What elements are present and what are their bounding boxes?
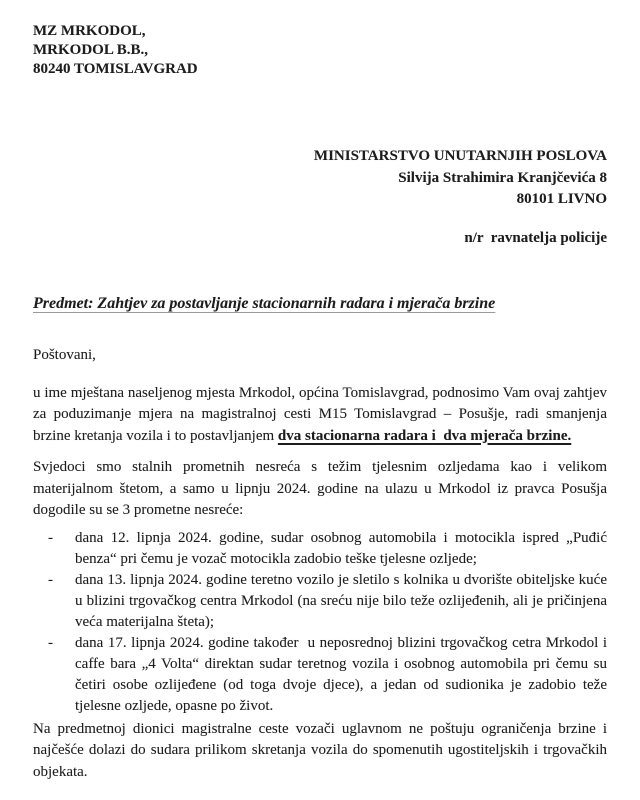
paragraph-request-text: u ime mještana naseljenog mjesta Mrkodol, općina Tomislavgrad, podnosimo Vam ovaj zahtjev za poduzimanje mjera na magistralnoj cesti M15 Tomislavgrad – Posušje, radi smanjenja brzine kretanja vozila i to postavljanjem (33, 384, 607, 444)
incident-text: dana 13. lipnja 2024. godine teretno vozilo je sletilo s kolnika u dvorište obiteljske kuće u blizini trgovačkog centra Mrkodol (na sreću nije bilo teže ozlijeđenih, ali je pričinjena veća materijalna šteta); (75, 571, 611, 630)
paragraph-request-emphasis: dva stacionarna radara i dva mjerača brzine. (277, 427, 572, 444)
list-item (33, 570, 611, 633)
list-item (33, 528, 611, 570)
paragraph-accidents-intro: Svjedoci smo stalnih prometnih nesreća s težim tjelesnim ozljedama kao i velikom materijalnom štetom, a samo u lipnju 2024. godine na ulazu u Mrkodol iz pravca Posušja dogodile su se 3 prometne nesreće: (33, 459, 607, 518)
recipient-address-block (33, 146, 607, 211)
subject-line: Predmet: Zahtjev za postavljanje stacionarnih radara i mjerača brzine (33, 294, 496, 312)
dash-bullet: - (48, 529, 53, 546)
sender-name: MZ MRKODOL, (33, 23, 146, 39)
incident-list (33, 528, 611, 717)
list-item (33, 633, 611, 717)
sender-city: 80240 TOMISLAVGRAD (33, 61, 198, 77)
incident-text: dana 17. lipnja 2024. godine također u neposrednoj blizini trgovačkog cetra Mrkodol i caffe bara „4 Volta“ direktan sudar teretnog vozila i osobnog automobila pri čemu su četiri osobe ozlijeđene (od toga dvoje djece), a jedan od sudionika je zadobio teže tjelesne ozljede, opasne po život. (75, 634, 611, 714)
sender-address-block (33, 22, 607, 79)
paragraph-request (33, 383, 607, 448)
incident-text: dana 12. lipnja 2024. godine, sudar osobnog automobila i motocikla ispred „Puđić benza“ pri čemu je vozač motocikla zadobio teške tjelesne ozljede; (75, 529, 611, 567)
attention-line: n/r ravnatelja policije (464, 229, 607, 246)
recipient-street: Silvija Strahimira Kranjčevića 8 (398, 169, 607, 186)
dash-bullet: - (48, 571, 53, 588)
paragraph-closing: Na predmetnoj dionici magistralne ceste vozači uglavnom ne poštuju ograničenja brzine i najčešće dolazi do sudara prilikom skretanja vozila do spomenutih ugostiteljskih i trgovačkih objekata. (33, 720, 607, 780)
recipient-name: MINISTARSTVO UNUTARNJIH POSLOVA (313, 148, 607, 164)
recipient-city: 80101 LIVNO (516, 191, 607, 207)
salutation: Poštovani, (33, 346, 96, 363)
dash-bullet: - (48, 634, 53, 651)
sender-street: MRKODOL B.B., (33, 42, 149, 58)
